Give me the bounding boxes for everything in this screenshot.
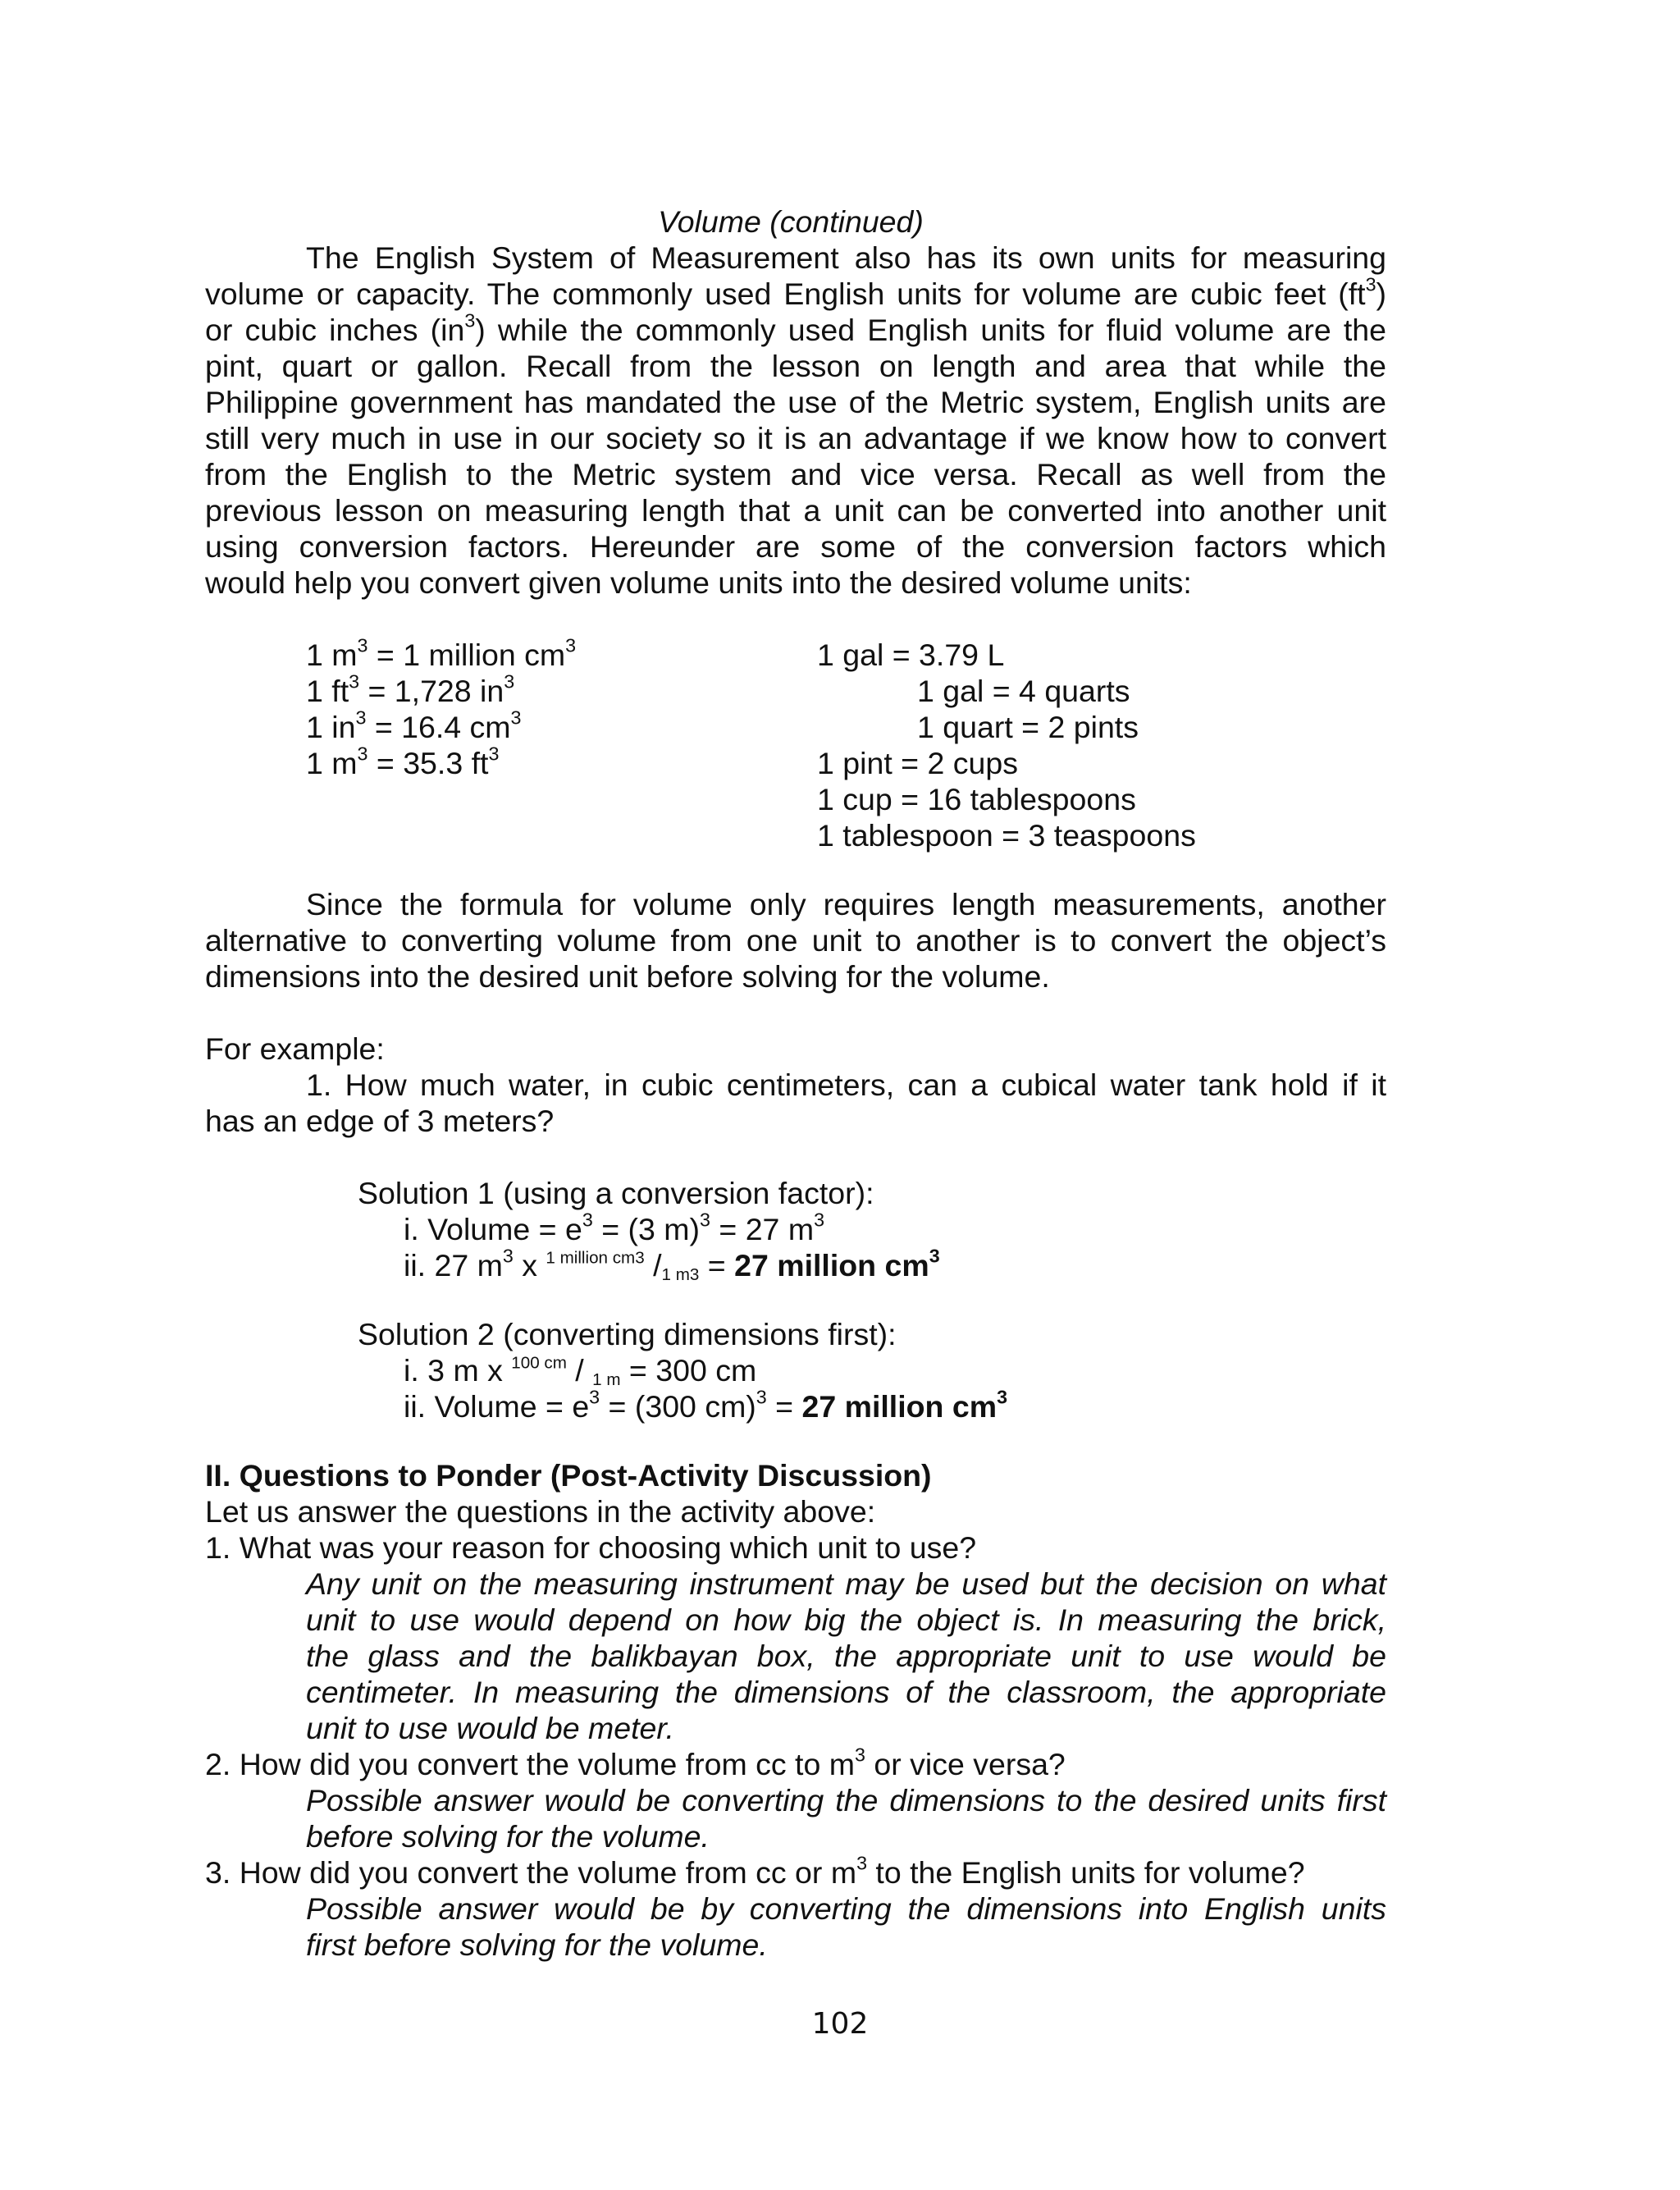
- fluid-factor-1: 1 gal = 3.79 L: [817, 638, 1005, 672]
- answer-1-line-5: unit to use would be meter.: [306, 1711, 674, 1745]
- answer-2-line-1: Possible answer would be converting the dimensions to the desired units first: [306, 1783, 1386, 1817]
- example-label: For example:: [205, 1031, 385, 1066]
- solution-2-title: Solution 2 (converting dimensions first):: [358, 1317, 897, 1351]
- solution-2-step-i: i. 3 m x $^{100 cm}$ / $_{1 m}$ = 300 cm: [404, 1353, 757, 1390]
- page-number: 102: [811, 2007, 869, 2041]
- fluid-factor-6: 1 tablespoon = 3 teaspoons: [817, 818, 1196, 853]
- intro-line-3: or cubic inches $(in^3)$ while the commonly used English units for fluid volume are the: [205, 309, 1386, 347]
- question-1: 1. What was your reason for choosing which unit to use?: [205, 1530, 977, 1565]
- intro-line-9: using conversion factors. Hereunder are some of the conversion factors which: [205, 529, 1386, 564]
- intro-line-1: The English System of Measurement also has its own units for measuring: [306, 240, 1386, 275]
- alt-line-3: dimensions into the desired unit before solving for the volume.: [205, 959, 1050, 994]
- intro-line-6: still very much in use in our society so it is an advantage if we know how to convert: [205, 421, 1386, 455]
- alt-line-2: alternative to converting volume from one unit to another is to convert the object’s: [205, 923, 1386, 958]
- question-2: 2. How did you convert the volume from cc to $m^3$ or vice versa?: [205, 1744, 1066, 1781]
- alt-line-1: Since the formula for volume only requires length measurements, another: [306, 887, 1386, 921]
- metric-factor-4: 1 $m^3 = 35.3$ $ft^3$: [306, 743, 500, 780]
- questions-intro: Let us answer the questions in the activity above:: [205, 1494, 876, 1529]
- metric-factor-2: 1 $ft^3 = 1,728$ $in^3$: [306, 670, 515, 708]
- question-3: 3. How did you convert the volume from cc or $m^3$ to the English units for volume?: [205, 1852, 1305, 1890]
- solution-2-step-ii: ii. Volume = $e^3 = (300$ cm)$^3$ = 27 million $cm^3$: [404, 1386, 1008, 1424]
- answer-3-line-1: Possible answer would be by converting the dimensions into English units: [306, 1891, 1386, 1926]
- metric-factor-3: 1 $in^3 = 16.4$ $cm^3$: [306, 706, 522, 744]
- answer-1-line-1: Any unit on the measuring instrument may be used but the decision on what: [306, 1566, 1386, 1601]
- intro-line-8: previous lesson on measuring length that a unit can be converted into another unit: [205, 493, 1386, 528]
- fluid-factor-2: 1 gal = 4 quarts: [917, 674, 1130, 708]
- solution-1-step-i: i. Volume = $e^3 = (3$ m)$^3$ = 27 $m^3$: [404, 1209, 824, 1246]
- intro-line-5: Philippine government has mandated the use of the Metric system, English units are: [205, 385, 1386, 419]
- answer-1-line-2: unit to use would depend on how big the object is. In measuring the brick,: [306, 1602, 1386, 1637]
- solution-1-title: Solution 1 (using a conversion factor):: [358, 1176, 874, 1210]
- answer-2-line-2: before solving for the volume.: [306, 1819, 710, 1854]
- answer-1-line-3: the glass and the balikbayan box, the appropriate unit to use would be: [306, 1639, 1386, 1673]
- section-title: Volume (continued): [658, 204, 924, 239]
- solution-1-step-ii: ii. 27 $m^3$ x $^{1 million cm3}$ $/_{1 m3} = 27$ million $cm^3$: [404, 1245, 940, 1285]
- intro-line-10: would help you convert given volume units into the desired volume units:: [205, 565, 1192, 600]
- fluid-factor-3: 1 quart = 2 pints: [917, 710, 1139, 744]
- fluid-factor-5: 1 cup = 16 tablespoons: [817, 782, 1136, 816]
- example-question-line-2: has an edge of 3 meters?: [205, 1104, 555, 1138]
- intro-line-2: volume or capacity. The commonly used English units for volume are cubic feet $(ft^3)$: [205, 273, 1386, 311]
- questions-heading: II. Questions to Ponder (Post-Activity Discussion): [205, 1458, 932, 1493]
- intro-line-4: pint, quart or gallon. Recall from the lesson on length and area that while the: [205, 349, 1386, 383]
- answer-1-line-4: centimeter. In measuring the dimensions of the classroom, the appropriate: [306, 1675, 1386, 1709]
- intro-line-7: from the English to the Metric system and vice versa. Recall as well from the: [205, 457, 1386, 491]
- fluid-factor-4: 1 pint = 2 cups: [817, 746, 1018, 780]
- answer-3-line-2: first before solving for the volume.: [306, 1927, 768, 1962]
- example-question-line-1: 1. How much water, in cubic centimeters, can a cubical water tank hold if it: [306, 1068, 1386, 1102]
- metric-factor-1: 1 $m^3 = 1$ million $cm^3$: [306, 634, 577, 672]
